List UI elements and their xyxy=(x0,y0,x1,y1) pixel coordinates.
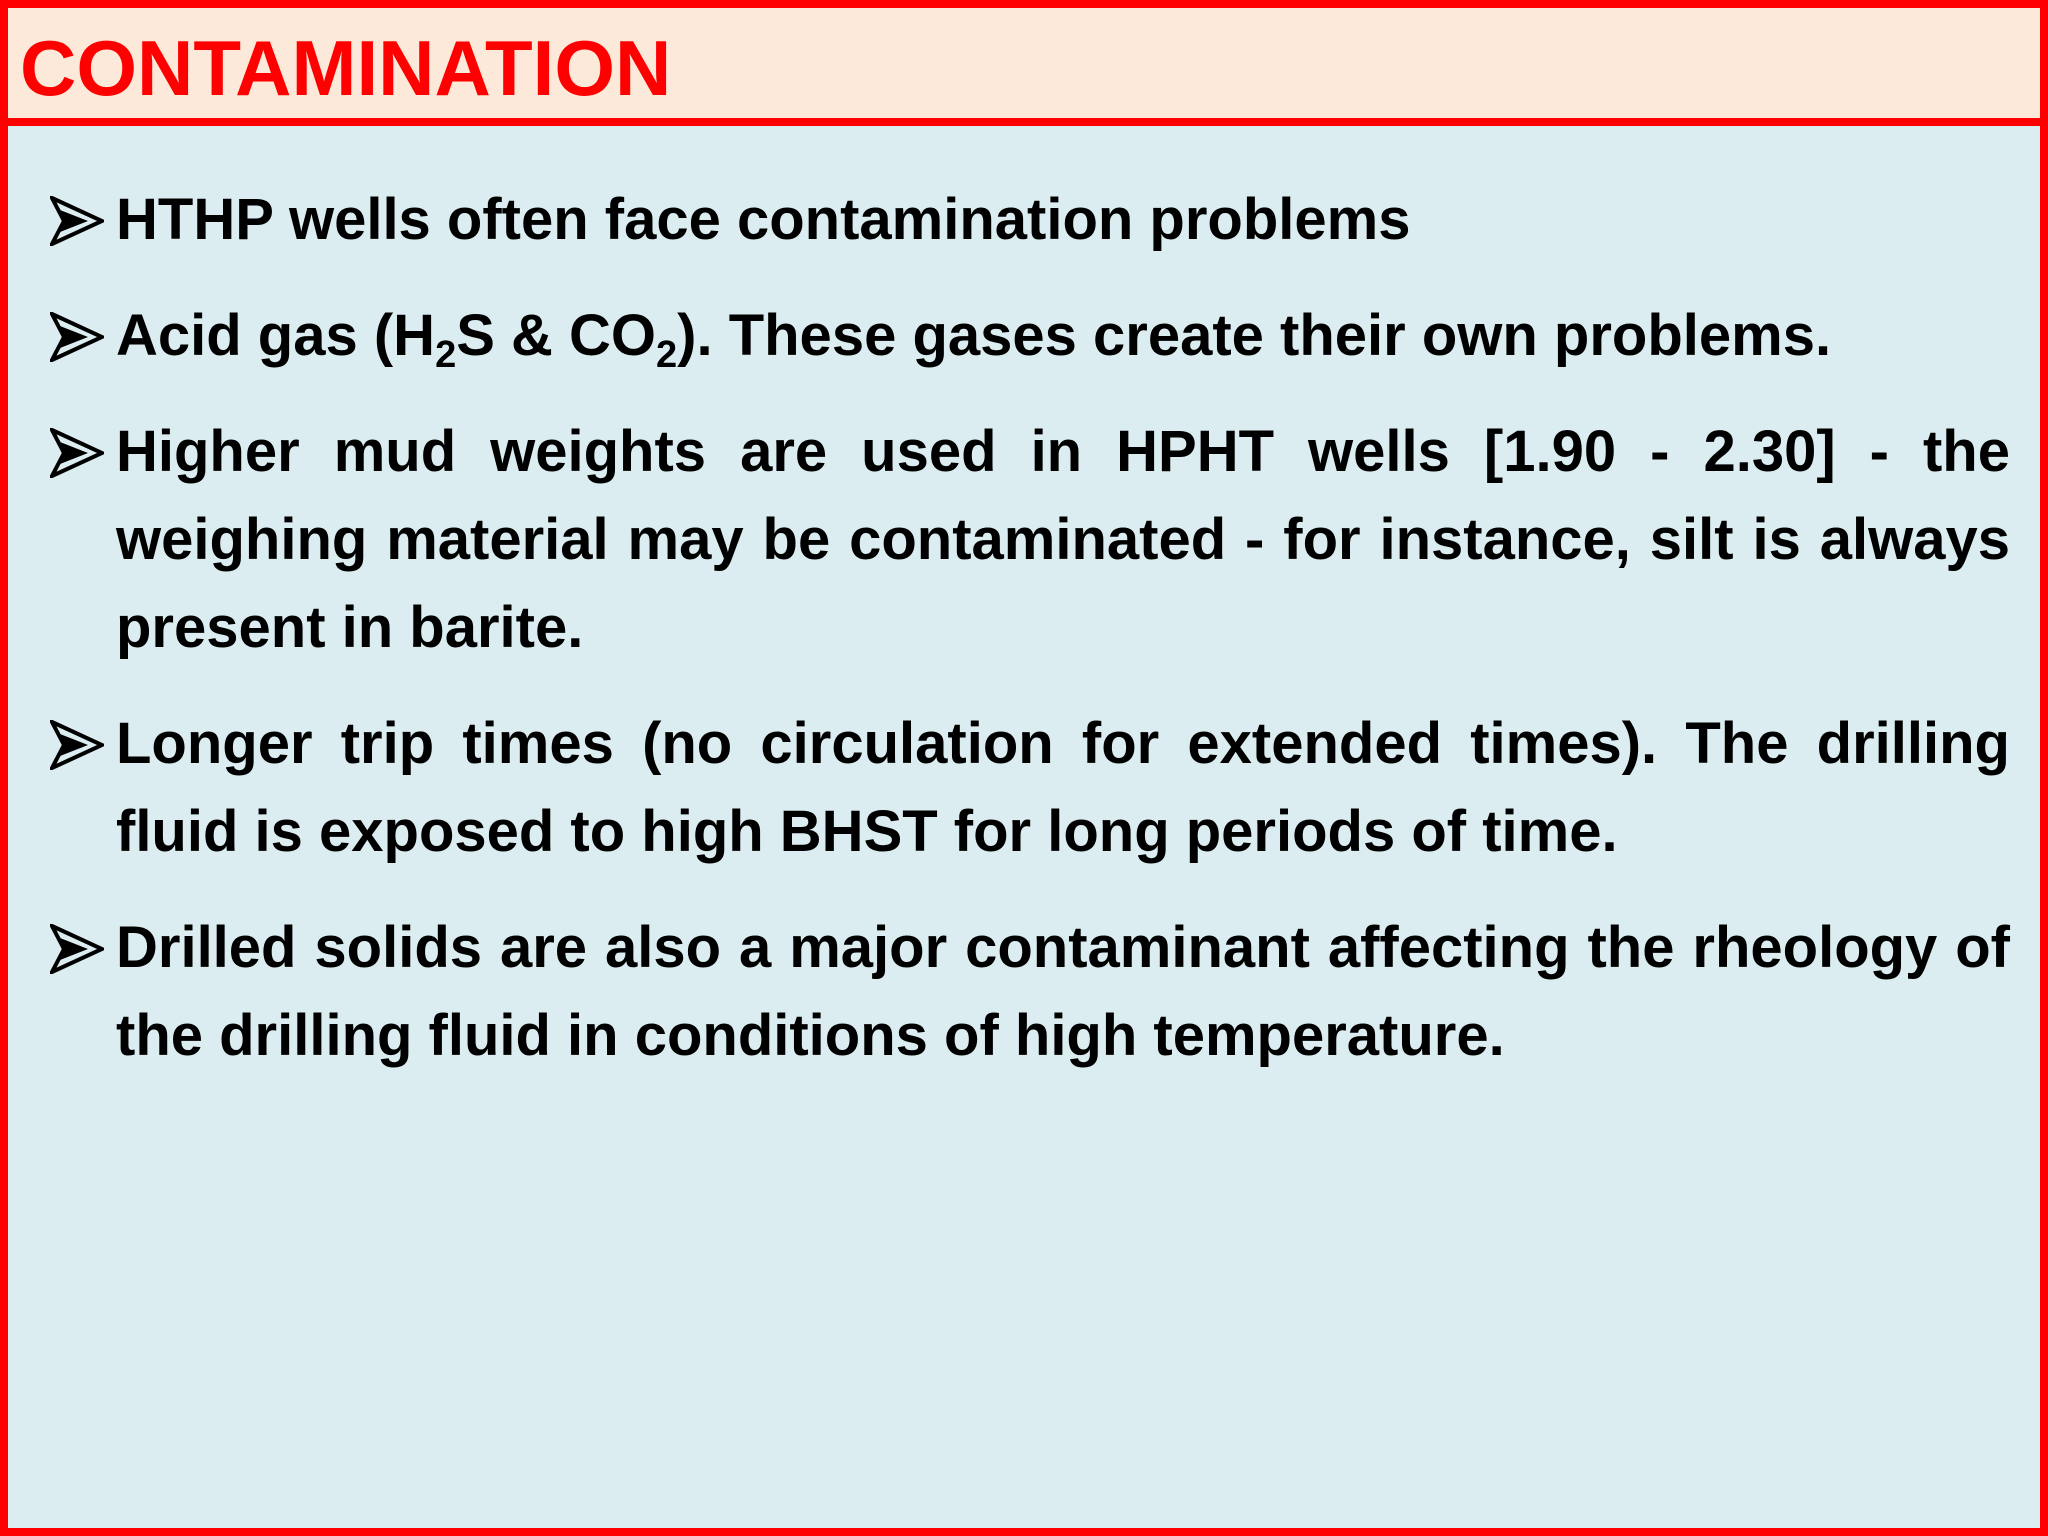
bullet-item xyxy=(50,408,2010,672)
bullet-item xyxy=(50,292,2010,380)
subscript-2: 2 xyxy=(435,334,457,376)
arrowhead-bullet-icon xyxy=(50,196,104,246)
bullet-text-part: ). These gases create their own problems. xyxy=(677,303,1832,368)
bullet-item xyxy=(50,176,2010,264)
bullet-text-part: S & CO xyxy=(456,303,657,368)
bullet-text-part: Acid gas (H xyxy=(116,303,436,368)
arrowhead-bullet-icon xyxy=(50,428,104,478)
arrowhead-bullet-icon xyxy=(50,312,104,362)
bullet-text xyxy=(116,303,1832,376)
arrowhead-bullet-icon xyxy=(50,720,104,770)
bullet-text: Higher mud weights are used in HPHT wells [1.90 - 2.30] - the weighing material may be contaminated - for instance, silt is always present in barite. xyxy=(116,419,2010,660)
subscript-2: 2 xyxy=(656,334,678,376)
bullet-text: Longer trip times (no circulation for extended times). The drilling fluid is exposed to high BHST for long periods of time. xyxy=(116,711,2010,864)
bullet-list xyxy=(50,176,2010,1108)
title-bar xyxy=(8,8,2040,126)
slide-title: CONTAMINATION xyxy=(20,24,672,112)
bullet-text: Drilled solids are also a major contaminant affecting the rheology of the drilling fluid in conditions of high temperature. xyxy=(116,915,2010,1068)
bullet-item xyxy=(50,904,2010,1080)
bullet-text: HTHP wells often face contamination problems xyxy=(116,187,1411,252)
bullet-item xyxy=(50,700,2010,876)
arrowhead-bullet-icon xyxy=(50,924,104,974)
